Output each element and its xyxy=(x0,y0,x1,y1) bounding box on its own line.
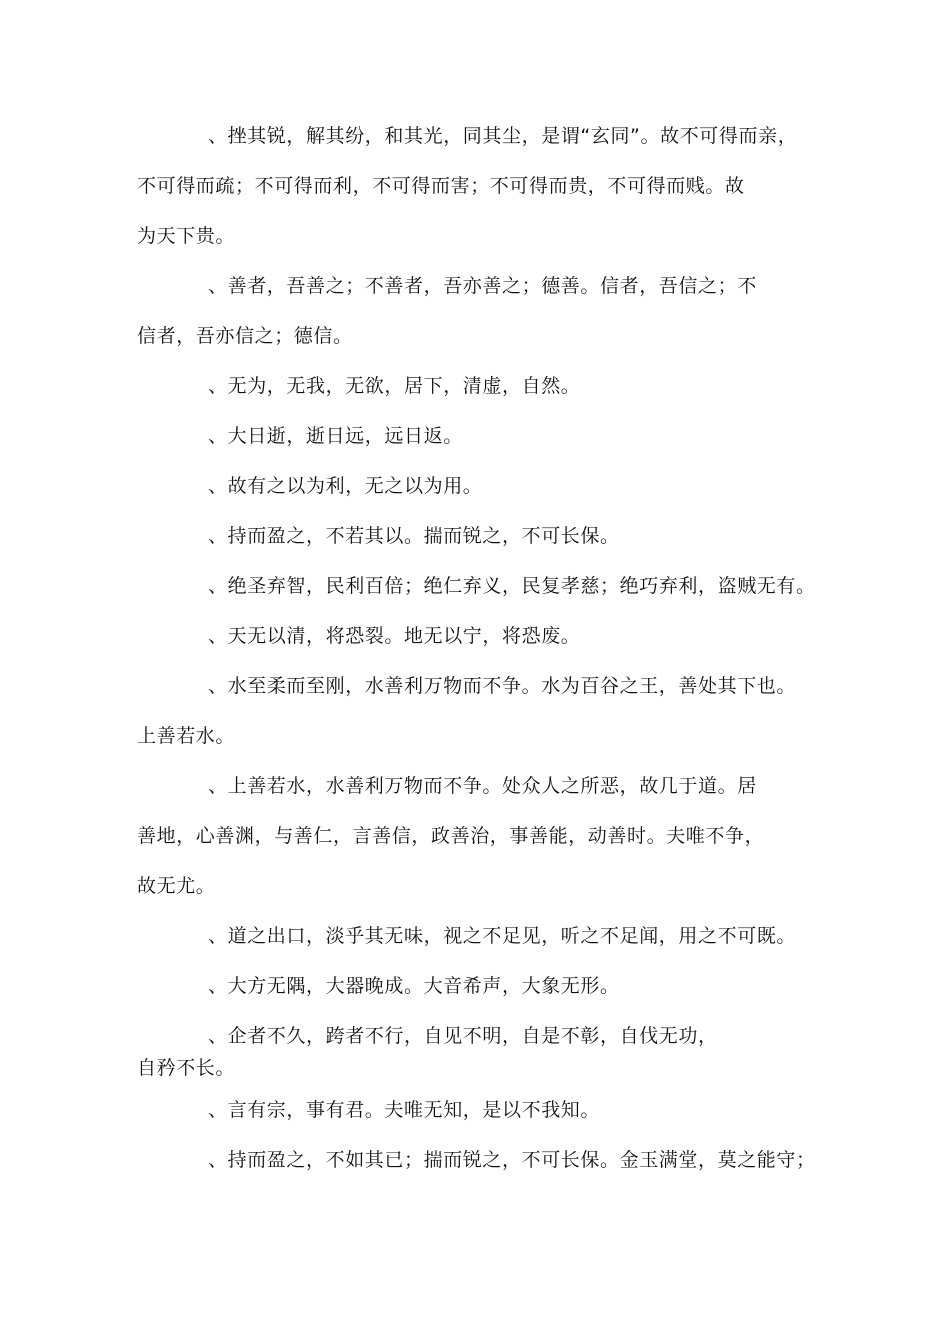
text-line: 、企者不久，跨者不行，自见不明，自是不彰，自伐无功， xyxy=(208,1025,718,1047)
text-line: 、善者，吾善之；不善者，吾亦善之；德善。信者，吾信之；不 xyxy=(208,275,757,297)
text-line: 自矜不长。 xyxy=(137,1057,236,1079)
text-line: 、大日逝，逝日远，远日返。 xyxy=(208,425,463,447)
text-line: 善地，心善渊，与善仁，言善信，政善治，事善能，动善时。夫唯不争， xyxy=(137,825,765,847)
text-line: 上善若水。 xyxy=(137,725,236,747)
text-line: 、水至柔而至刚，水善利万物而不争。水为百谷之王，善处其下也。 xyxy=(208,675,797,697)
text-line: 、持而盈之，不如其已；揣而锐之，不可长保。金玉满堂，莫之能守； xyxy=(208,1149,816,1171)
text-line: 、持而盈之，不若其以。揣而锐之，不可长保。 xyxy=(208,525,620,547)
text-line: 为天下贵。 xyxy=(137,225,236,247)
text-line: 不可得而疏；不可得而利，不可得而害；不可得而贵，不可得而贱。故 xyxy=(137,175,745,197)
text-line: 故无尤。 xyxy=(137,875,216,897)
text-line: 信者，吾亦信之；德信。 xyxy=(137,325,353,347)
text-line: 、天无以清，将恐裂。地无以宁，将恐废。 xyxy=(208,625,581,647)
text-line: 、无为，无我，无欲，居下，清虚，自然。 xyxy=(208,375,581,397)
text-line: 、故有之以为利，无之以为用。 xyxy=(208,475,483,497)
text-line: 、上善若水，水善利万物而不争。处众人之所恶，故几于道。居 xyxy=(208,775,757,797)
text-line: 、挫其锐，解其纷，和其光，同其尘，是谓“玄同”。故不可得而亲， xyxy=(208,125,798,147)
text-line: 、道之出口，淡乎其无味，视之不足见，听之不足闻，用之不可既。 xyxy=(208,925,797,947)
text-line: 、绝圣弃智，民利百倍；绝仁弃义，民复孝慈；绝巧弃利，盗贼无有。 xyxy=(208,575,816,597)
text-line: 、大方无隅，大器晚成。大音希声，大象无形。 xyxy=(208,975,620,997)
text-line: 、言有宗，事有君。夫唯无知，是以不我知。 xyxy=(208,1099,601,1121)
